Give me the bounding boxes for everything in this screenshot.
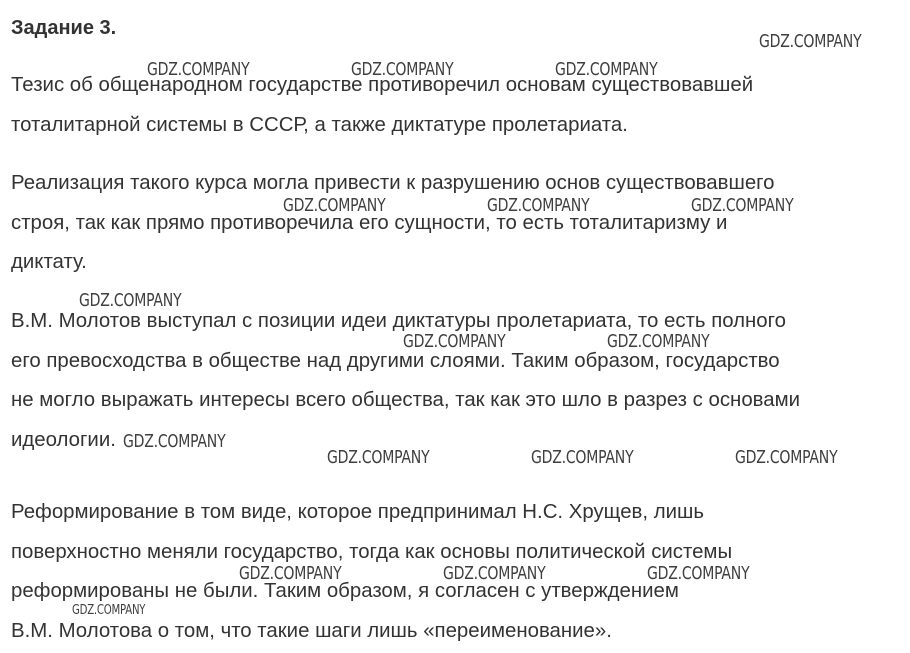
paragraph-line: Реформирование в том виде, которое предпринимал Н.С. Хрущев, лишь [11, 501, 704, 523]
paragraph-line: В.М. Молотова о том, что такие шаги лишь «переименование». [11, 619, 612, 642]
paragraph-line: Реализация такого курса могла привести к разрушению основ существовавшего [11, 172, 775, 194]
task-title: Задание 3. [11, 17, 117, 39]
paragraph-line: идеологии. [11, 428, 116, 451]
paragraph-1 [11, 66, 906, 145]
paragraph-line: не могло выражать интересы всего общества, так как это шло в разрез с основами [11, 389, 801, 411]
watermark: GDZ.COMPANY [147, 59, 250, 80]
watermark: GDZ.COMPANY [283, 195, 386, 216]
paragraph-line: В.М. Молотов выступал с позиции идеи диктатуры пролетариата, то есть полного [11, 310, 786, 332]
watermark: GDZ.COMPANY [555, 59, 658, 80]
watermark: GDZ.COMPANY [327, 447, 430, 468]
watermark: GDZ.COMPANY [735, 447, 838, 468]
watermark: GDZ.COMPANY [691, 195, 794, 216]
watermark: GDZ.COMPANY [351, 59, 454, 80]
watermark: GDZ.COMPANY [607, 331, 710, 352]
paragraph-line: диктату. [11, 251, 87, 273]
watermark: GDZ.COMPANY [531, 447, 634, 468]
paragraph-line: поверхностно меняли государство, тогда как основы политической системы [11, 540, 733, 563]
watermark: GDZ.COMPANY [79, 290, 182, 311]
paragraph-line: Тезис об общенародном государстве противоречил основам существовавшей [11, 74, 754, 96]
paragraph-line: его превосходства в обществе над другими слоями. Таким образом, государство [11, 349, 780, 372]
paragraph-line: реформированы не были. Таким образом, я согласен с утверждением [11, 580, 679, 602]
watermark: GDZ.COMPANY [403, 331, 506, 352]
watermark: GDZ.COMPANY [759, 31, 862, 52]
paragraph-2 [11, 164, 906, 283]
paragraph-line: строя, так как прямо противоречила его сущности, то есть тоталитаризму и [11, 211, 728, 234]
watermark: GDZ.COMPANY [72, 603, 146, 618]
paragraph-line: тоталитарной системы в СССР, а также диктатуре пролетариата. [11, 113, 628, 136]
watermark: GDZ.COMPANY [443, 563, 546, 584]
watermark: GDZ.COMPANY [123, 431, 226, 452]
watermark: GDZ.COMPANY [239, 563, 342, 584]
watermark: GDZ.COMPANY [647, 563, 750, 584]
watermark: GDZ.COMPANY [487, 195, 590, 216]
